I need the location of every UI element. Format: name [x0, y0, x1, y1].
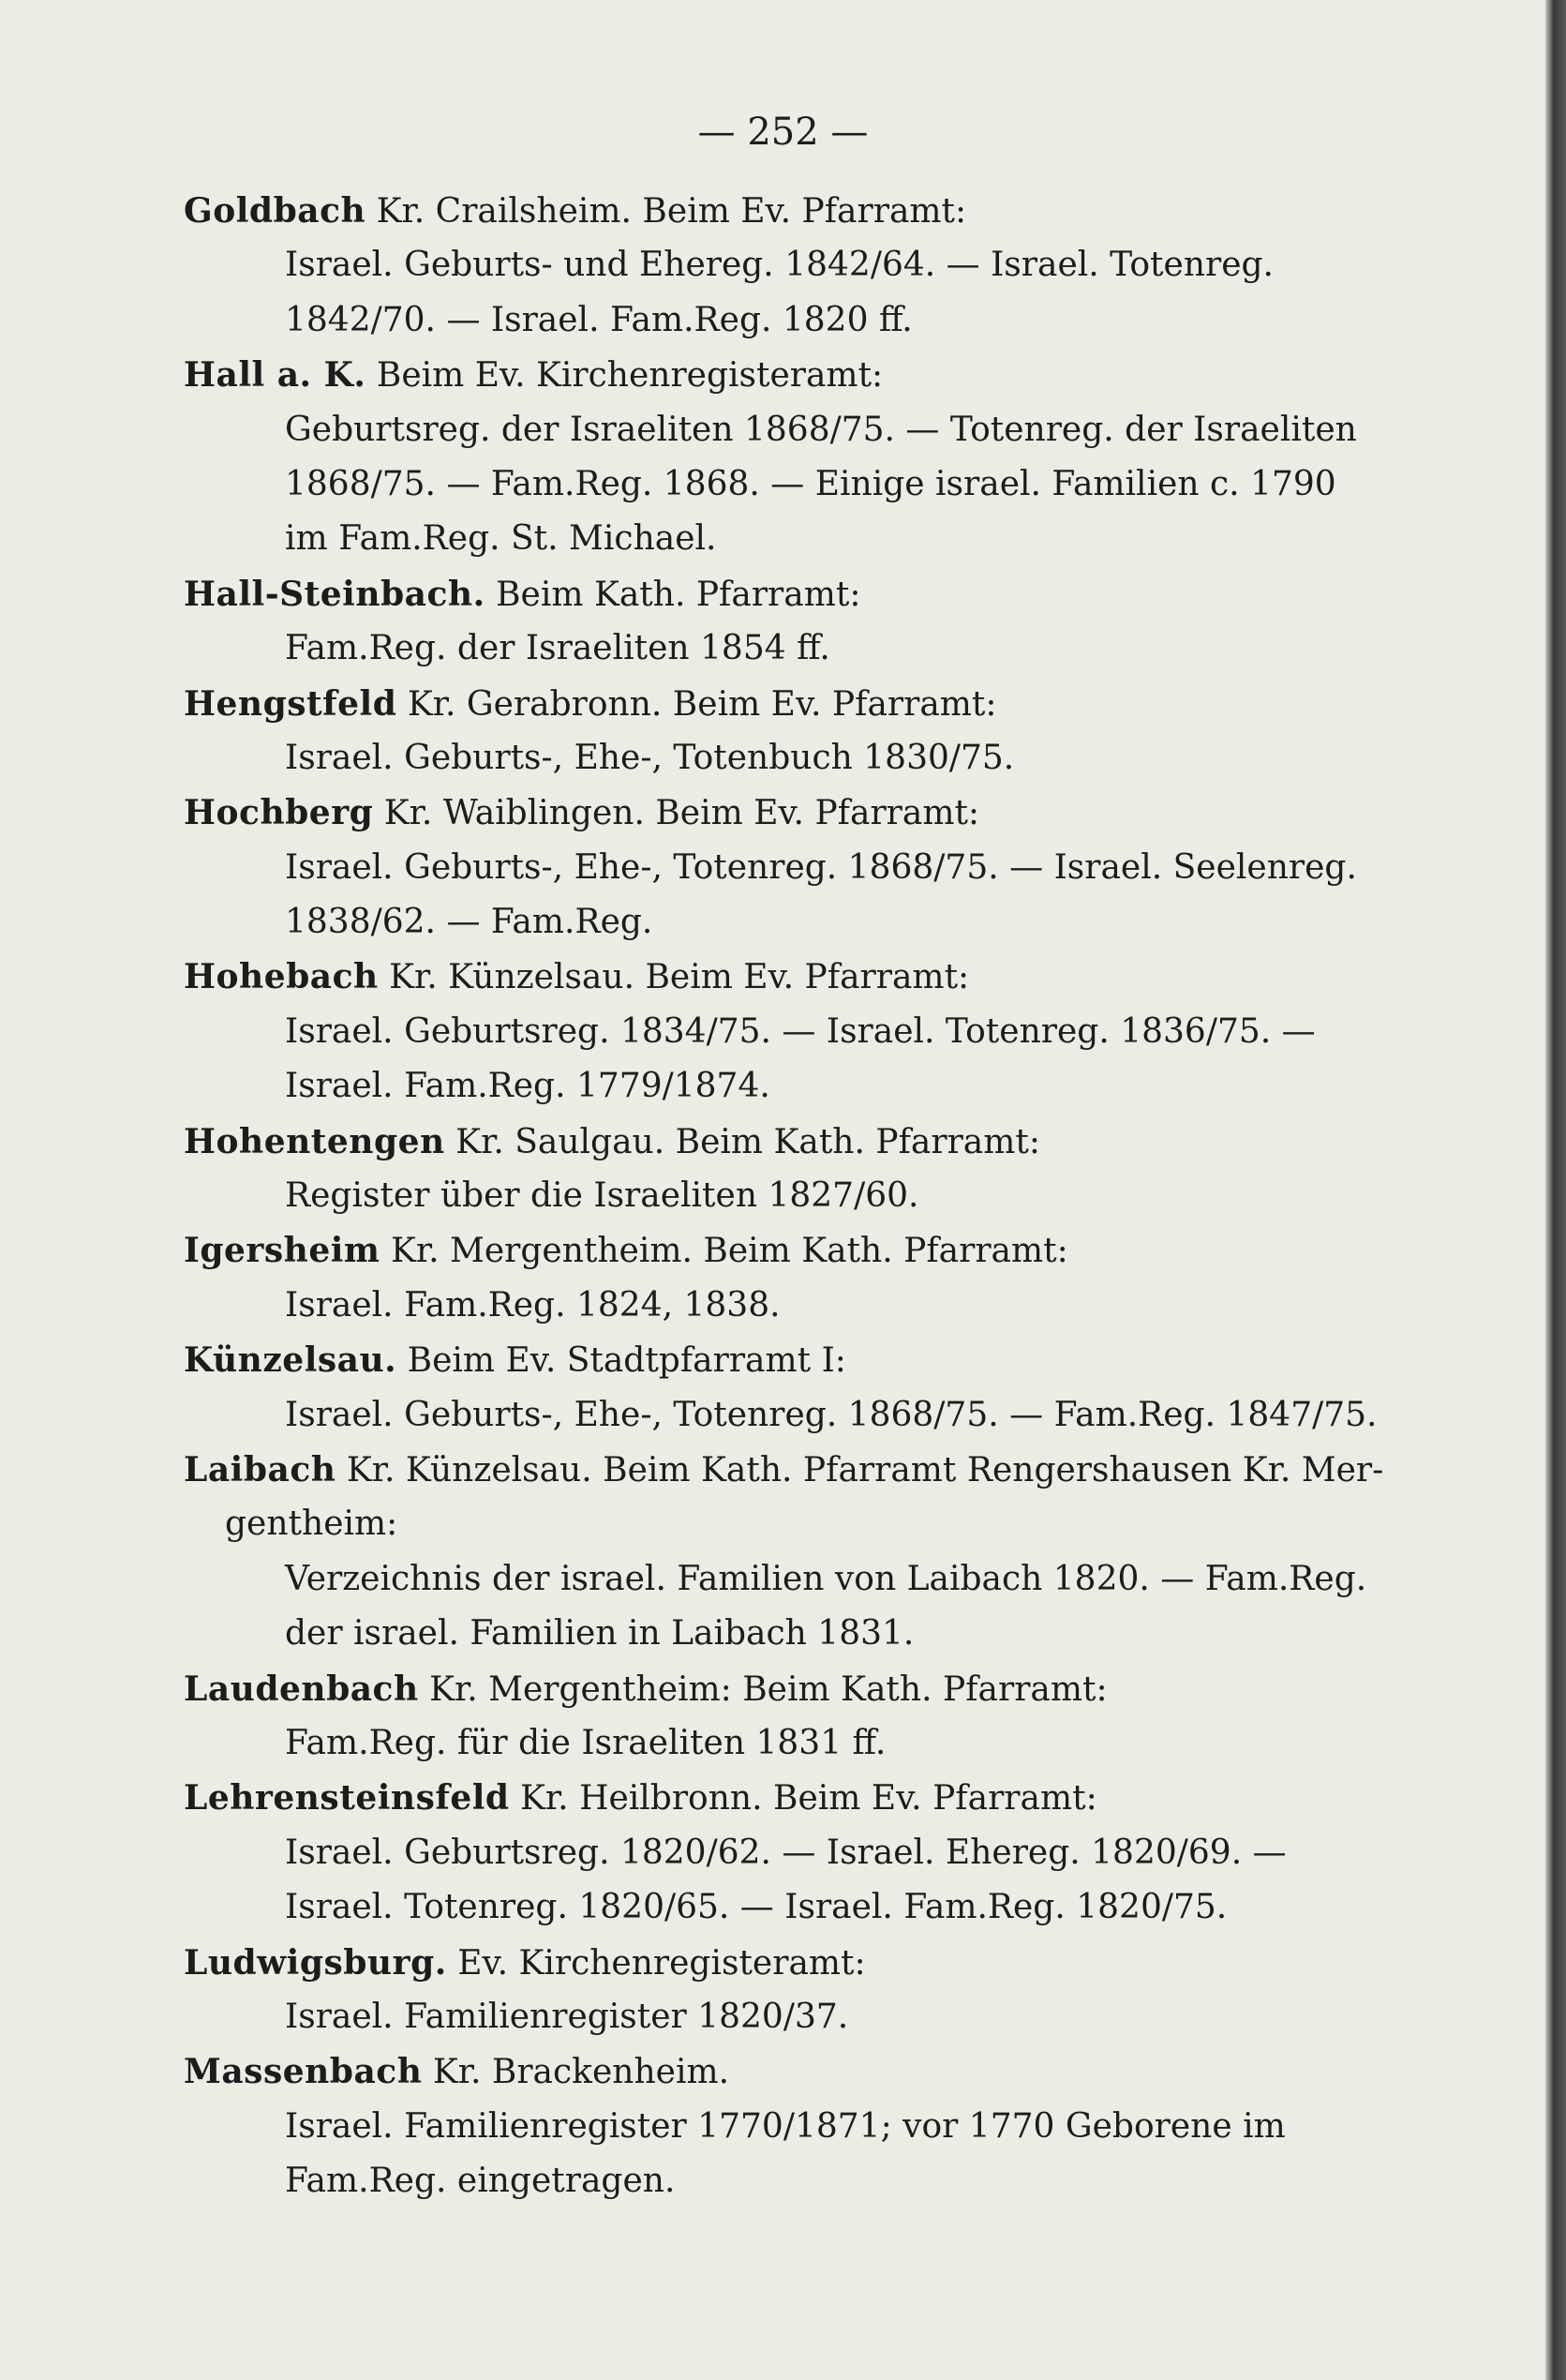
place-name: Igersheim: [184, 1231, 380, 1271]
entry-location-note: Kr. Brackenheim.: [422, 2053, 730, 2092]
entry-location-note: Kr. Künzelsau. Beim Kath. Pfarramt Rengershausen Kr. Mer-: [336, 1450, 1384, 1489]
entry-location-note: Ev. Kirchenregisteramt:: [446, 1943, 866, 1983]
register-line: Israel. Familienregister 1820/37.: [285, 1997, 849, 2036]
register-line: Israel. Geburts-, Ehe-, Totenbuch 1830/75.: [285, 738, 1015, 777]
entry-header: [184, 1223, 1402, 1278]
register-entry: [184, 2044, 1402, 2208]
register-entry: [184, 786, 1402, 950]
entry-location-note: Kr. Crailsheim. Beim Ev. Pfarramt:: [365, 192, 967, 231]
register-entry: [184, 677, 1402, 786]
page-binding-edge: [1545, 0, 1566, 2380]
register-line: Israel. Fam.Reg. 1779/1874.: [285, 1067, 770, 1106]
page-number: — 252 —: [697, 111, 869, 154]
entry-location-note: Kr. Gerabronn. Beim Ev. Pfarramt:: [396, 684, 997, 724]
entry-location-note: Beim Kath. Pfarramt:: [485, 575, 861, 614]
register-entry: [184, 950, 1402, 1114]
register-line: Israel. Geburtsreg. 1820/62. — Israel. Ehereg. 1820/69. —: [285, 1833, 1287, 1872]
register-entry: [184, 184, 1402, 348]
register-entry: [184, 1115, 1402, 1224]
place-name: Hohebach: [184, 957, 379, 997]
entry-header: [184, 2044, 1402, 2099]
entry-header: [184, 1771, 1402, 1825]
register-line: Fam.Reg. der Israeliten 1854 ff.: [285, 629, 830, 668]
register-line: Israel. Fam.Reg. 1824, 1838.: [285, 1285, 781, 1325]
place-name: Hengstfeld: [184, 683, 397, 724]
register-entry: [184, 1443, 1402, 1662]
register-line: Fam.Reg. eingetragen.: [285, 2162, 676, 2201]
register-entry: [184, 1223, 1402, 1333]
register-line: Register über die Israeliten 1827/60.: [285, 1176, 919, 1216]
entry-location-note: Kr. Mergentheim. Beim Kath. Pfarramt:: [380, 1232, 1068, 1271]
entry-header: [184, 348, 1402, 402]
register-line: Fam.Reg. für die Israeliten 1831 ff.: [285, 1723, 887, 1762]
place-name: Hall a. K.: [184, 355, 366, 396]
place-name: Laudenbach: [184, 1669, 419, 1709]
register-entry: [184, 1936, 1402, 2045]
place-name: Hohentengen: [184, 1121, 445, 1161]
register-line: Israel. Familienregister 1770/1871; vor 1770 Geborene im: [285, 2106, 1286, 2146]
place-name: Ludwigsburg.: [184, 1942, 447, 1983]
register-line: Israel. Geburts-, Ehe-, Totenreg. 1868/75. — Israel. Seelenreg.: [285, 847, 1357, 887]
register-line: 1842/70. — Israel. Fam.Reg. 1820 ff.: [285, 300, 913, 339]
place-name: Laibach: [184, 1449, 336, 1489]
entry-header: [184, 1115, 1402, 1169]
register-entry: [184, 348, 1402, 567]
entry-header: [184, 677, 1402, 731]
entry-header: [184, 567, 1402, 621]
entry-header: [184, 786, 1402, 840]
register-line: Israel. Geburtsreg. 1834/75. — Israel. Totenreg. 1836/75. —: [285, 1011, 1316, 1051]
place-name: Künzelsau.: [184, 1340, 397, 1381]
place-name: Lehrensteinsfeld: [184, 1778, 510, 1819]
register-entry: [184, 567, 1402, 677]
entry-header-continuation: gentheim:: [225, 1504, 398, 1544]
entry-location-note: Kr. Saulgau. Beim Kath. Pfarramt:: [444, 1122, 1040, 1161]
entry-header: [184, 1443, 1402, 1497]
register-line: im Fam.Reg. St. Michael.: [285, 519, 717, 559]
register-line: Israel. Totenreg. 1820/65. — Israel. Fam.Reg. 1820/75.: [285, 1888, 1228, 1927]
place-name: Hochberg: [184, 793, 374, 833]
entry-location-note: Beim Ev. Stadtpfarramt I:: [396, 1341, 846, 1381]
register-line: 1868/75. — Fam.Reg. 1868. — Einige israel. Familien c. 1790: [285, 464, 1336, 503]
entry-header: [184, 1936, 1402, 1990]
entry-header: [184, 1662, 1402, 1716]
register-line: Geburtsreg. der Israeliten 1868/75. — Totenreg. der Israeliten: [285, 410, 1357, 449]
register-line: 1838/62. — Fam.Reg.: [285, 903, 653, 942]
register-entry: [184, 1771, 1402, 1935]
place-name: Goldbach: [184, 191, 366, 231]
entry-location-note: Kr. Waiblingen. Beim Ev. Pfarramt:: [373, 794, 980, 833]
register-line: der israel. Familien in Laibach 1831.: [285, 1614, 915, 1654]
register-line: Verzeichnis der israel. Familien von Laibach 1820. — Fam.Reg.: [285, 1559, 1367, 1598]
register-entry: [184, 1662, 1402, 1772]
entry-header: [184, 1333, 1402, 1387]
place-name: Massenbach: [184, 2052, 423, 2092]
register-line: Israel. Geburts-, Ehe-, Totenreg. 1868/75. — Fam.Reg. 1847/75.: [285, 1395, 1378, 1434]
register-entry: [184, 1333, 1402, 1443]
entry-location-note: Kr. Mergentheim: Beim Kath. Pfarramt:: [418, 1669, 1108, 1709]
entry-location-note: Beim Ev. Kirchenregisteramt:: [365, 356, 884, 396]
entry-location-note: Kr. Künzelsau. Beim Ev. Pfarramt:: [378, 958, 970, 997]
entry-header: [184, 950, 1402, 1004]
entry-location-note: Kr. Heilbronn. Beim Ev. Pfarramt:: [509, 1779, 1097, 1819]
register-line: Israel. Geburts- und Ehereg. 1842/64. — Israel. Totenreg.: [285, 246, 1275, 285]
place-name: Hall-Steinbach.: [184, 574, 485, 614]
entry-header: [184, 184, 1402, 238]
register-list: [184, 184, 1402, 2208]
